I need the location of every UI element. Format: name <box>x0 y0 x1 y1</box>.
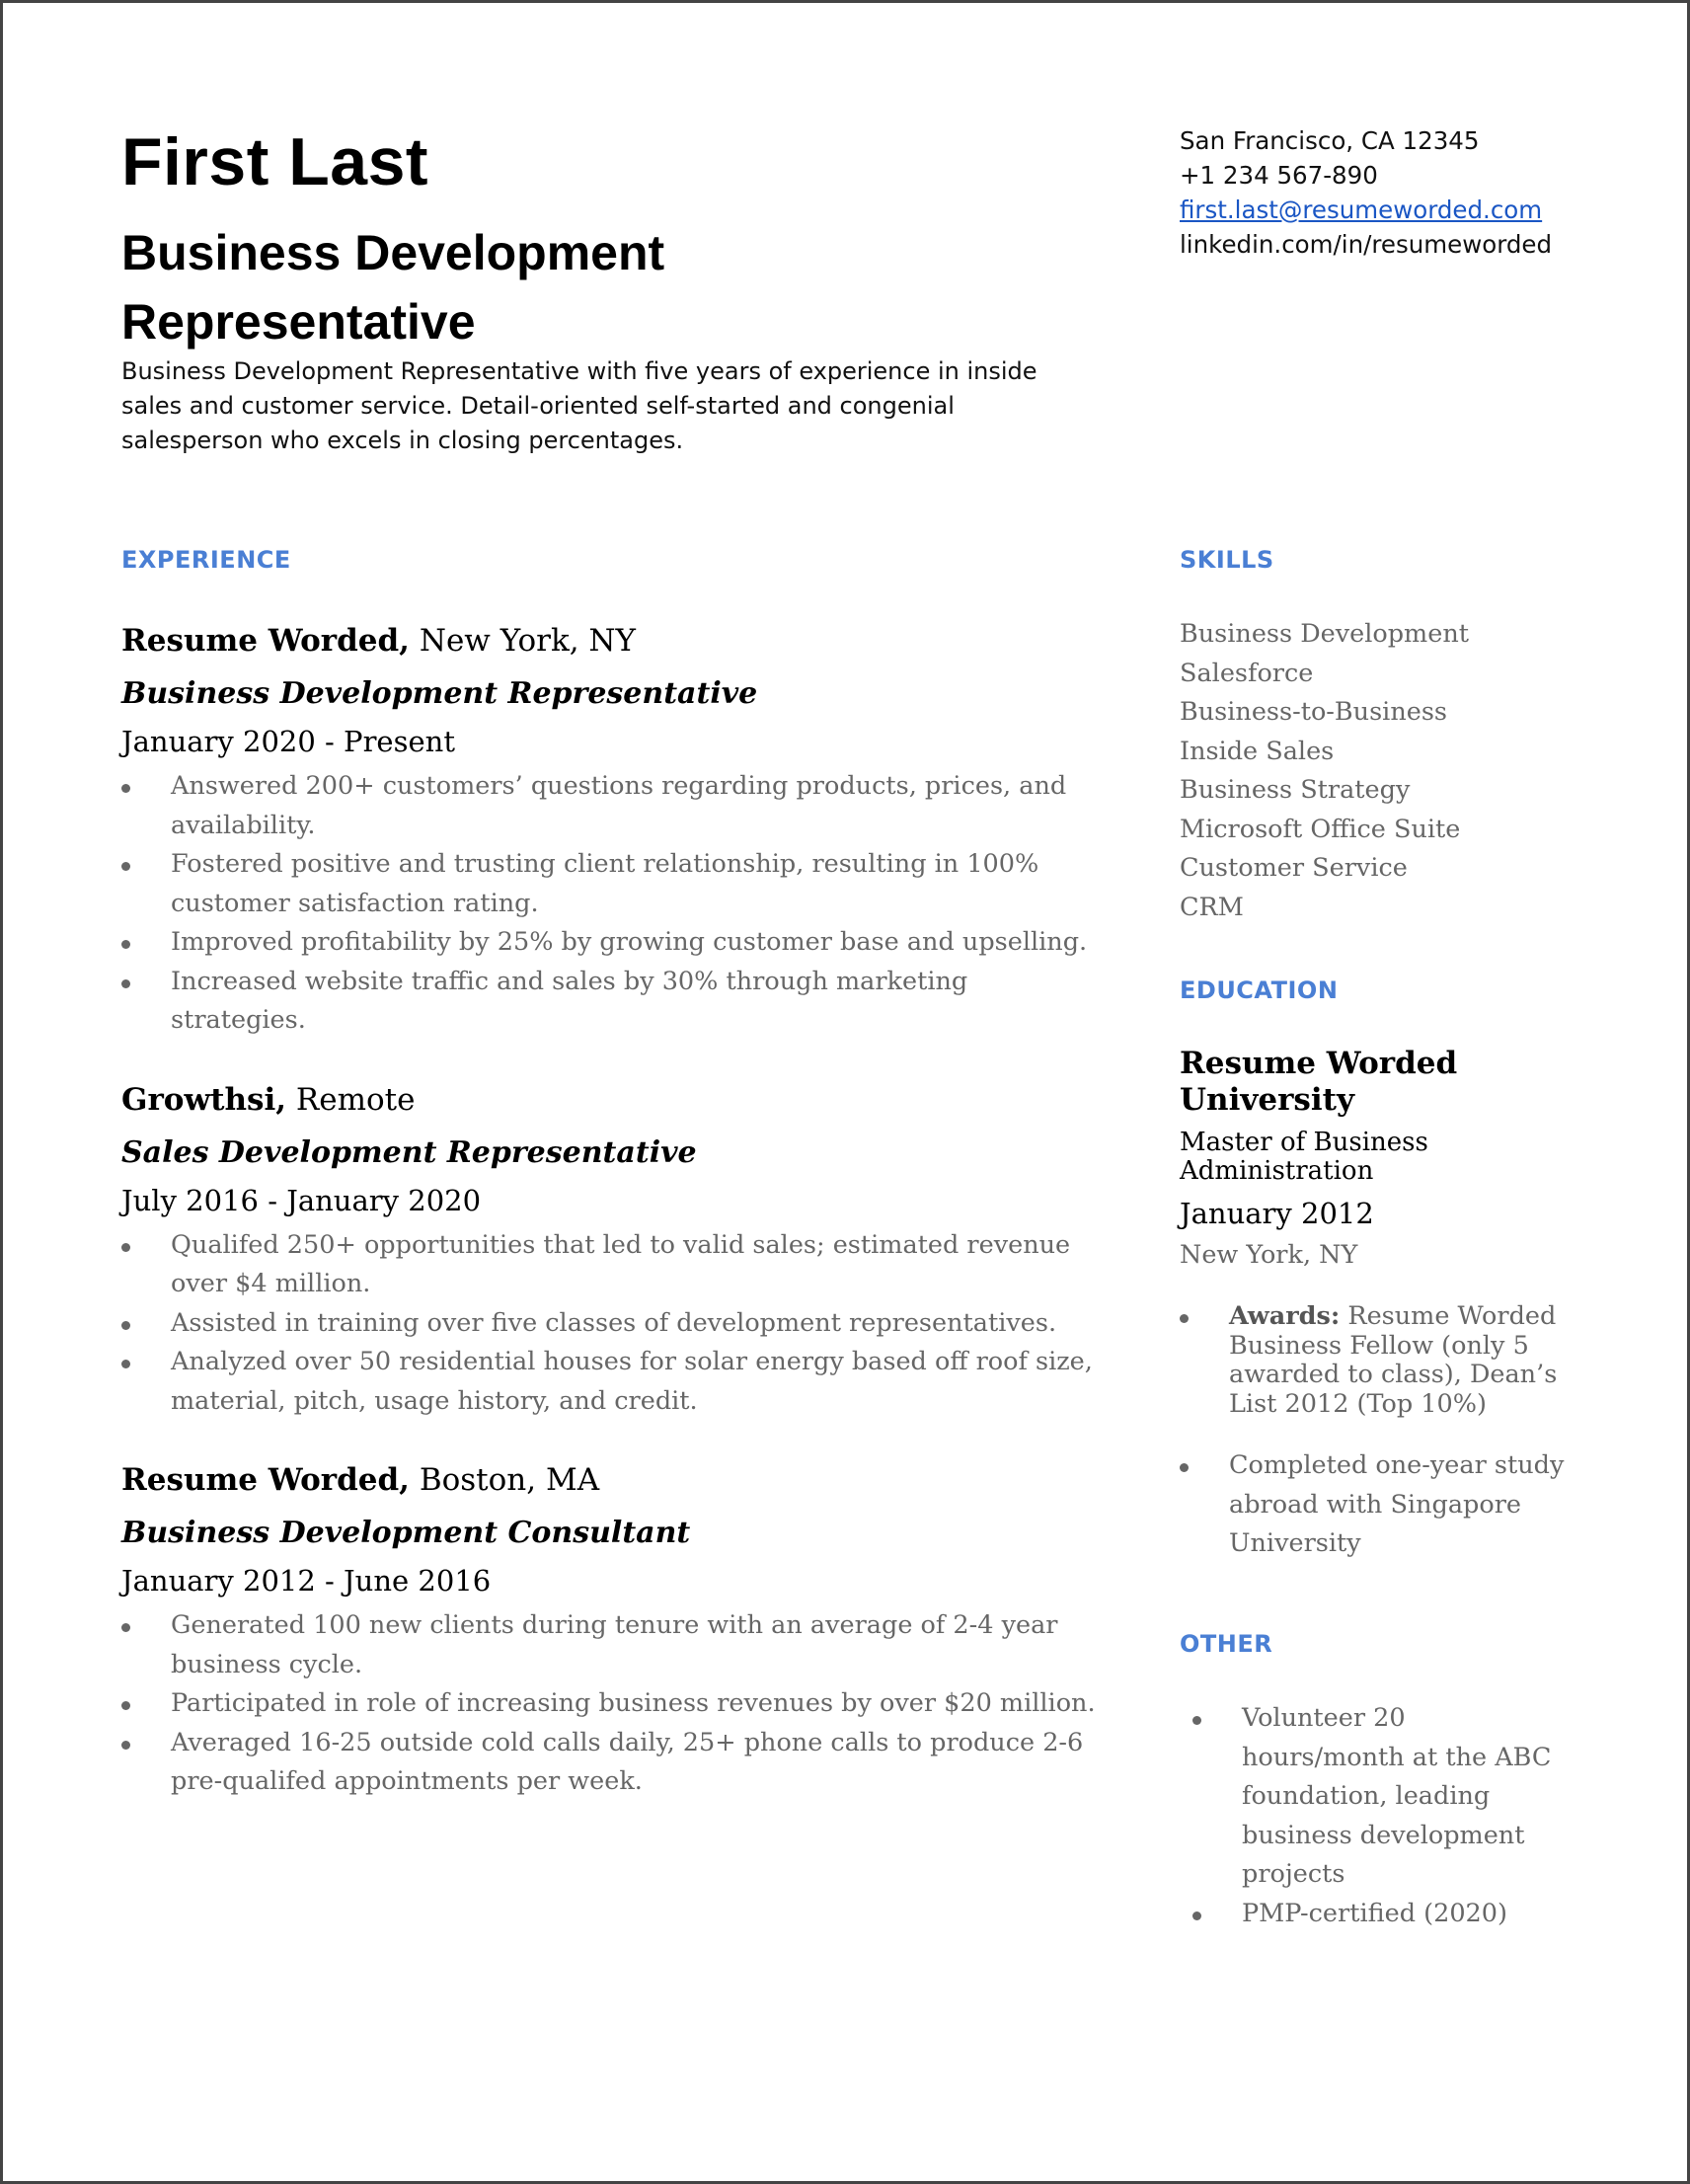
skill-item: Customer Service <box>1180 853 1408 883</box>
bullet-text: Assisted in training over five classes of development representatives. <box>171 1307 1057 1338</box>
job-company: Resume Worded, <box>121 623 410 659</box>
job-bullets <box>121 1606 1109 1802</box>
skill-item: Business-to-Business <box>1180 697 1448 727</box>
job-company: Growthsi, <box>121 1081 287 1118</box>
list-item <box>121 1606 1109 1684</box>
bullet-text: Qualifed 250+ opportunities that led to valid sales; estimated revenue over $4 million. <box>171 1229 1071 1298</box>
other-text: PMP-certified (2020) <box>1242 1898 1507 1928</box>
edu-degree: Master of Business Administration <box>1180 1128 1428 1186</box>
bullet-text: Generated 100 new clients during tenure with an average of 2-4 year business cycle. <box>171 1610 1058 1679</box>
job-header <box>121 1458 1109 1502</box>
skill-item: Business Strategy <box>1180 775 1411 805</box>
bullet-text: Participated in role of increasing business revenues by over $20 million. <box>171 1688 1096 1718</box>
candidate-name: First Last <box>121 124 429 199</box>
job-bullets <box>121 1226 1109 1422</box>
bullet-icon <box>1192 1716 1201 1725</box>
skills-heading: SKILLS <box>1180 546 1274 574</box>
list-item <box>121 1343 1109 1421</box>
job-title: Business Development Consultant <box>121 1516 691 1550</box>
other-heading: OTHER <box>1180 1630 1273 1658</box>
other-block <box>1192 1699 1568 1933</box>
edu-school: Resume Worded University <box>1180 1046 1458 1118</box>
list-item <box>121 1304 1109 1344</box>
skills-list <box>1180 615 1634 927</box>
bullet-icon <box>121 979 130 988</box>
education-block <box>1180 1046 1575 1592</box>
edu-date: January 2012 <box>1180 1197 1374 1230</box>
bullet-icon <box>1192 1911 1201 1920</box>
list-item <box>121 1226 1109 1304</box>
awards-text: Resume Worded Business Fellow (only 5 awarded to class), Dean’s List 2012 (Top 10%) <box>1229 1301 1558 1419</box>
job-entry <box>121 1078 1109 1422</box>
list-item <box>1180 1446 1575 1564</box>
bullet-icon <box>121 940 130 949</box>
edu-place: New York, NY <box>1180 1240 1358 1270</box>
bullet-icon <box>121 1741 130 1750</box>
contact-block <box>1180 123 1653 262</box>
job-header <box>121 1078 1109 1122</box>
bullet-text: Analyzed over 50 residential houses for solar energy based off roof size, material, pitch, usage history, and credit. <box>171 1347 1093 1416</box>
candidate-role: Business Development Representative <box>121 225 665 350</box>
job-company: Resume Worded, <box>121 1462 410 1498</box>
list-item <box>121 923 1109 963</box>
job-dates: July 2016 - January 2020 <box>121 1183 482 1217</box>
list-item <box>121 767 1109 845</box>
contact-linkedin: linkedin.com/in/resumeworded <box>1180 230 1553 259</box>
study-abroad-text: Completed one-year study abroad with Singapore University <box>1229 1450 1565 1558</box>
bullet-icon <box>1180 1463 1189 1472</box>
bullet-text: Answered 200+ customers’ questions regarding products, prices, and availability. <box>171 771 1067 840</box>
bullet-text: Averaged 16-25 outside cold calls daily, 25+ phone calls to produce 2-6 pre-qualifed appointments per week. <box>171 1727 1084 1796</box>
job-bullets <box>121 767 1109 1041</box>
summary: Business Development Representative with five years of experience in inside sales and customer service. Detail-oriented self-started and congenial salesperson who excels in closing percentages. <box>121 357 1037 454</box>
job-location: New York, NY <box>419 623 637 659</box>
bullet-text: Increased website traffic and sales by 30% through marketing strategies. <box>171 966 968 1035</box>
edu-notes <box>1180 1302 1575 1564</box>
bullet-icon <box>121 862 130 871</box>
list-item <box>121 963 1109 1041</box>
list-item <box>1180 1302 1575 1419</box>
skill-item: CRM <box>1180 892 1244 922</box>
job-entry <box>121 619 1109 1041</box>
job-dates: January 2012 - June 2016 <box>121 1564 492 1598</box>
list-item <box>121 1724 1109 1802</box>
skill-item: Business Development <box>1180 619 1470 649</box>
experience-list <box>121 619 1109 1839</box>
job-location: Remote <box>295 1081 416 1118</box>
bullet-icon <box>121 1360 130 1368</box>
bullet-icon <box>121 784 130 793</box>
job-location: Boston, MA <box>419 1462 600 1498</box>
awards-label: Awards: <box>1229 1301 1341 1331</box>
job-title: Sales Development Representative <box>121 1134 697 1170</box>
other-text: Volunteer 20 hours/month at the ABC foundation, leading business development projects <box>1242 1703 1552 1889</box>
education-heading: EDUCATION <box>1180 976 1339 1004</box>
skill-item: Salesforce <box>1180 658 1314 688</box>
experience-heading: EXPERIENCE <box>121 546 291 574</box>
list-item <box>121 1684 1109 1724</box>
bullet-text: Fostered positive and trusting client relationship, resulting in 100% customer satisfaction rating. <box>171 849 1039 918</box>
bullet-text: Improved profitability by 25% by growing customer base and upselling. <box>171 927 1088 957</box>
contact-email-link[interactable]: first.last@resumeworded.com <box>1180 195 1543 224</box>
job-dates: January 2020 - Present <box>121 725 455 758</box>
job-title: Business Development Representative <box>121 676 758 711</box>
other-list <box>1192 1699 1568 1933</box>
bullet-icon <box>121 1243 130 1252</box>
bullet-icon <box>1180 1314 1189 1323</box>
list-item <box>1192 1699 1568 1895</box>
job-header <box>121 619 1109 663</box>
job-entry <box>121 1458 1109 1802</box>
contact-phone: +1 234 567-890 <box>1180 161 1378 190</box>
skill-item: Inside Sales <box>1180 736 1335 766</box>
bullet-icon <box>121 1623 130 1632</box>
bullet-icon <box>121 1701 130 1710</box>
skill-item: Microsoft Office Suite <box>1180 814 1461 844</box>
bullet-icon <box>121 1321 130 1330</box>
list-item <box>1192 1895 1568 1934</box>
list-item <box>121 845 1109 923</box>
contact-location: San Francisco, CA 12345 <box>1180 126 1480 155</box>
